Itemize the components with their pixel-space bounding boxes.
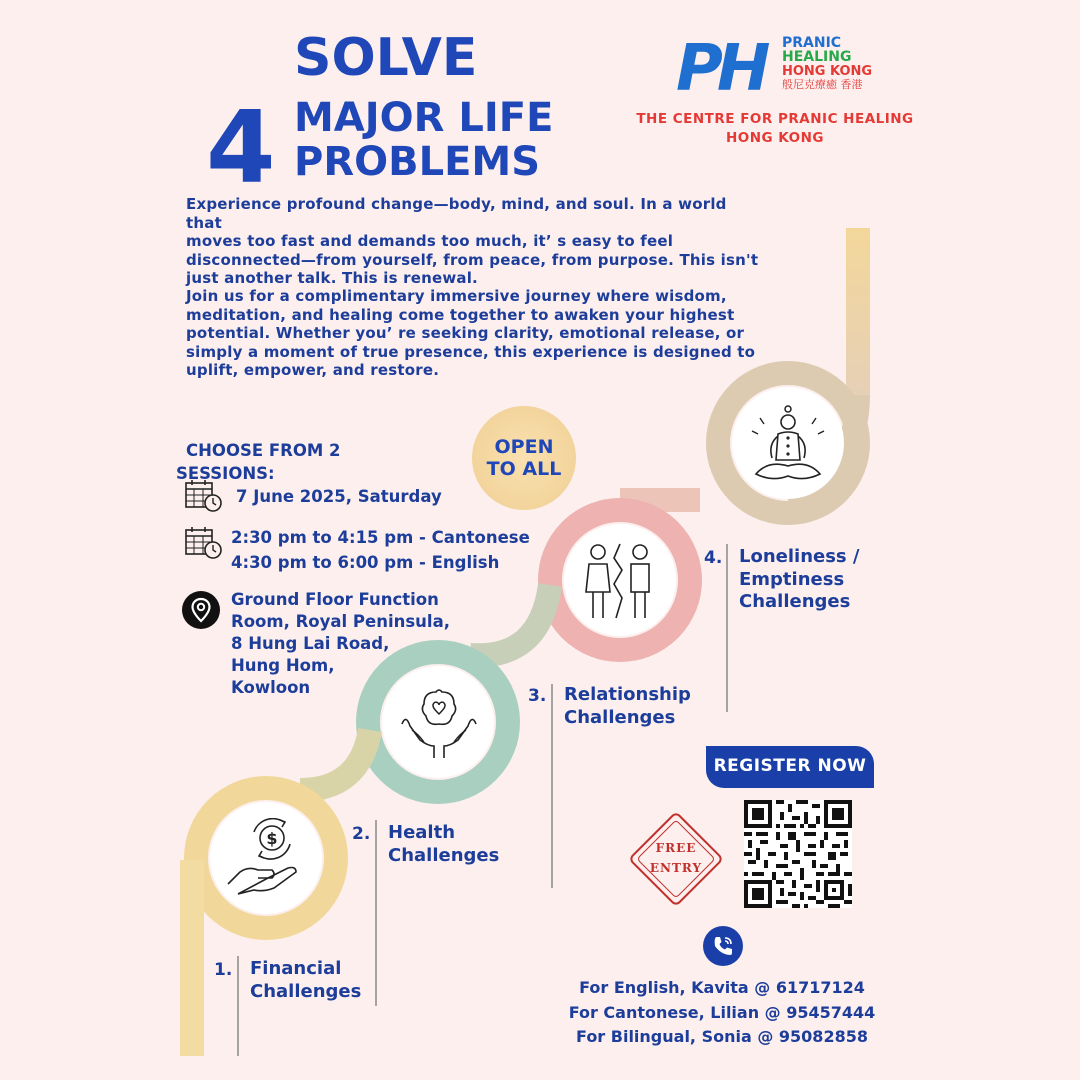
calendar-clock-icon	[185, 526, 223, 560]
free-entry-line1: FREE	[655, 841, 697, 855]
step-4-number: 4.	[704, 548, 723, 568]
headline-line3: PROBLEMS	[294, 139, 541, 185]
headline-line2: MAJOR LIFE	[294, 95, 554, 141]
venue-address: Ground Floor Function Room, Royal Peninsula, 8 Hung Lai Road, Hung Hom, Kowloon	[231, 590, 450, 697]
contact-bilingual: For Bilingual, Sonia @ 95082858	[576, 1027, 868, 1046]
headline-solve: SOLVE	[294, 28, 478, 88]
logo-monogram: PH	[676, 32, 765, 106]
intro-paragraph-1: Experience profound change—body, mind, and soul. In a world that moves too fast and demands too much, it’ s easy to feel disconnected—from yourself, from peace, from purpose. This isn't just another talk. This is renewal.	[186, 195, 759, 287]
phone-icon	[703, 926, 743, 966]
org-name-line2: HONG KONG	[725, 130, 825, 146]
logo-line3: HONG KONG	[782, 64, 873, 79]
org-name-line1: THE CENTRE FOR PRANIC HEALING	[636, 111, 914, 127]
step-1-number: 1.	[214, 960, 233, 980]
step-2-number: 2.	[352, 824, 371, 844]
money-hand-icon	[224, 818, 308, 898]
sessions-heading-line2: SESSIONS:	[176, 464, 275, 483]
contact-cantonese: For Cantonese, Lilian @ 95457444	[568, 1003, 876, 1022]
session-time-2: 4:30 pm to 6:00 pm - English	[231, 553, 500, 572]
registration-qr-code[interactable]	[744, 800, 852, 908]
logo-line2: HEALING	[782, 49, 852, 65]
couple-icon	[578, 540, 662, 622]
sessions-heading-line1: CHOOSE FROM 2	[186, 441, 341, 460]
brain-hands-icon	[398, 684, 480, 760]
org-name	[620, 110, 930, 148]
headline-number: 4	[206, 89, 276, 206]
intro-paragraph-2: Join us for a complimentary immersive journey where wisdom, meditation, and healing come together to awaken your highest potential. Whether you’ re seeking clarity, emotional release, or simply a moment of true presence, this experience is designed to uplift, empower, and restore.	[186, 287, 756, 379]
step-3-label: Relationship Challenges	[564, 684, 691, 728]
location-pin-icon	[181, 590, 221, 630]
free-entry-line2: ENTRY	[649, 861, 703, 875]
register-now-label: REGISTER NOW	[713, 756, 867, 776]
contact-english: For English, Kavita @ 61717124	[579, 978, 865, 997]
logo	[676, 32, 876, 108]
calendar-icon	[185, 479, 223, 513]
register-now-button[interactable]	[706, 746, 874, 788]
step-1-label: Financial Challenges	[250, 958, 362, 1002]
meditation-icon	[748, 404, 828, 488]
open-to-all-badge: OPEN TO ALL	[486, 436, 562, 480]
step-4-label: Loneliness / Emptiness Challenges	[739, 546, 860, 612]
step-2-label: Health Challenges	[388, 822, 500, 866]
free-entry-stamp	[628, 811, 724, 907]
logo-line4: 般尼克療癒 香港	[782, 78, 863, 91]
session-time-1: 2:30 pm to 4:15 pm - Cantonese	[231, 528, 530, 547]
session-date: 7 June 2025, Saturday	[236, 487, 442, 506]
svg-text:$: $	[266, 829, 278, 848]
step-3-number: 3.	[528, 686, 547, 706]
logo-line1: PRANIC	[782, 35, 842, 51]
